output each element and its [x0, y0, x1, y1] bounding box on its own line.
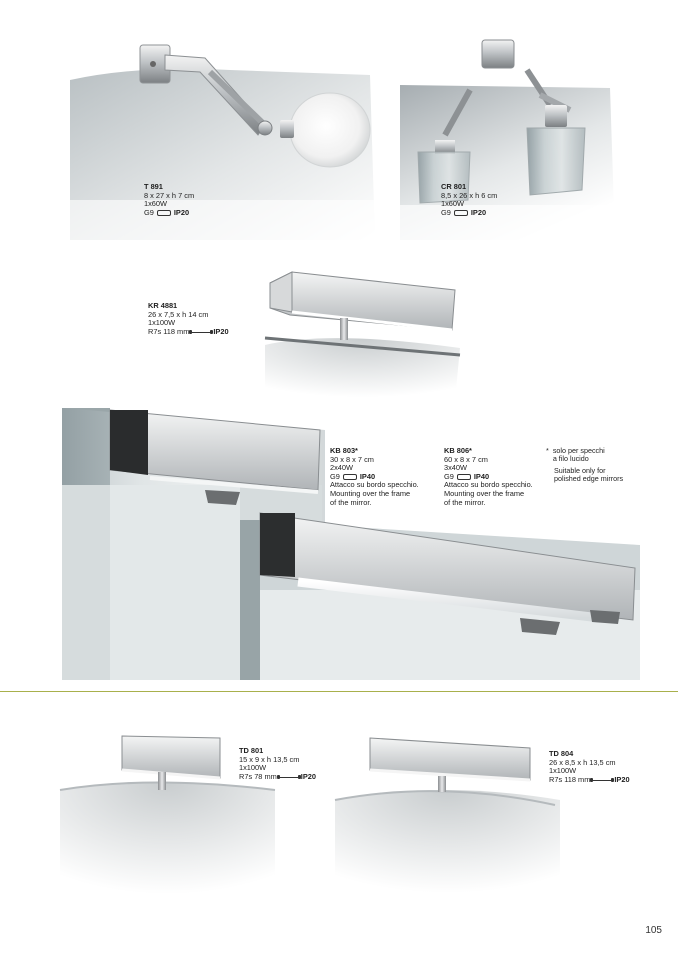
spec-td804: [549, 750, 630, 784]
mounting-note-en-1: Mounting over the frame: [330, 488, 411, 498]
ip-rating: IP20: [470, 207, 487, 217]
lamp-type: G9: [444, 471, 454, 481]
product-dimensions: 8 x 27 x h 7 cm: [144, 190, 195, 200]
product-power: 1x60W: [144, 199, 168, 209]
product-dimensions: 60 x 8 x 7 cm: [444, 454, 488, 464]
spec-kb806: [444, 447, 533, 507]
footnote-en-line-2: polished edge mirrors: [554, 474, 624, 484]
mounting-note-en-1: Mounting over the frame: [444, 488, 525, 498]
lamp-type: R7s 118 mm: [148, 326, 190, 336]
product-dimensions: 26 x 7,5 x h 14 cm: [148, 309, 209, 319]
footnote-en-line-1: Suitable only for: [554, 465, 606, 475]
footnote-italian: [546, 447, 623, 464]
product-code: TD 804: [549, 749, 574, 758]
lamp-line: [441, 209, 497, 218]
lamp-type: G9: [144, 207, 154, 217]
product-power: 1x100W: [239, 763, 267, 773]
g9-bulb-icon: [454, 210, 468, 216]
product-dimensions: 26 x 8,5 x h 13,5 cm: [549, 757, 616, 767]
product-dimensions: 15 x 9 x h 13,5 cm: [239, 754, 300, 764]
lamp-type: G9: [330, 471, 340, 481]
lamp-line: [549, 776, 630, 785]
product-dimensions: 30 x 8 x 7 cm: [330, 454, 374, 464]
g9-bulb-icon: [457, 474, 471, 480]
ip-rating: IP40: [473, 471, 490, 481]
lamp-type: R7s 118 mm: [549, 774, 591, 784]
mounting-note-en-2: of the mirror.: [330, 497, 372, 507]
spec-cr801: [441, 183, 497, 217]
product-code: CR 801: [441, 182, 467, 191]
product-code: TD 801: [239, 746, 264, 755]
mounting-note-it: Attacco su bordo specchio.: [330, 480, 419, 490]
lamp-line: [239, 773, 316, 782]
g9-bulb-icon: [343, 474, 357, 480]
ip-rating: IP40: [359, 471, 376, 481]
lamp-type: G9: [441, 207, 451, 217]
r7s-tube-icon: [592, 780, 612, 781]
mounting-note-it: Attacco su bordo specchio.: [444, 480, 533, 490]
r7s-tube-icon: [191, 332, 211, 333]
spec-kr4881: [148, 302, 229, 336]
ip-rating: IP20: [300, 771, 317, 781]
lamp-line: [144, 209, 194, 218]
product-power: 3x40W: [444, 463, 468, 473]
section-divider: [0, 691, 678, 692]
ip-rating: IP20: [614, 774, 630, 784]
g9-bulb-icon: [157, 210, 171, 216]
product-power: 1x100W: [549, 766, 577, 776]
ip-rating: IP20: [173, 207, 190, 217]
product-code: KB 806*: [444, 446, 472, 455]
product-power: 1x60W: [441, 199, 465, 209]
spec-t891: [144, 183, 194, 217]
footnote-english: [554, 467, 623, 484]
lamp-type: R7s 78 mm: [239, 771, 277, 781]
footnote: [546, 447, 623, 484]
r7s-tube-icon: [279, 777, 299, 778]
footnote-star: *: [546, 446, 549, 455]
mounting-note-en-2: of the mirror.: [444, 497, 486, 507]
product-code: KB 803*: [330, 446, 358, 455]
product-code: KR 4881: [148, 301, 178, 310]
ip-rating: IP20: [213, 326, 229, 336]
product-power: 1x100W: [148, 318, 176, 328]
footnote-it-line-2: a filo lucido: [552, 454, 589, 464]
spec-kb803: [330, 447, 419, 507]
product-code: T 891: [144, 182, 163, 191]
page-number: 105: [645, 925, 662, 936]
lamp-line: [148, 328, 229, 337]
footnote-it-line-1: solo per specchi: [552, 446, 605, 455]
spec-td801: [239, 747, 316, 781]
product-dimensions: 8,5 x 26 x h 6 cm: [441, 190, 498, 200]
product-power: 2x40W: [330, 463, 354, 473]
